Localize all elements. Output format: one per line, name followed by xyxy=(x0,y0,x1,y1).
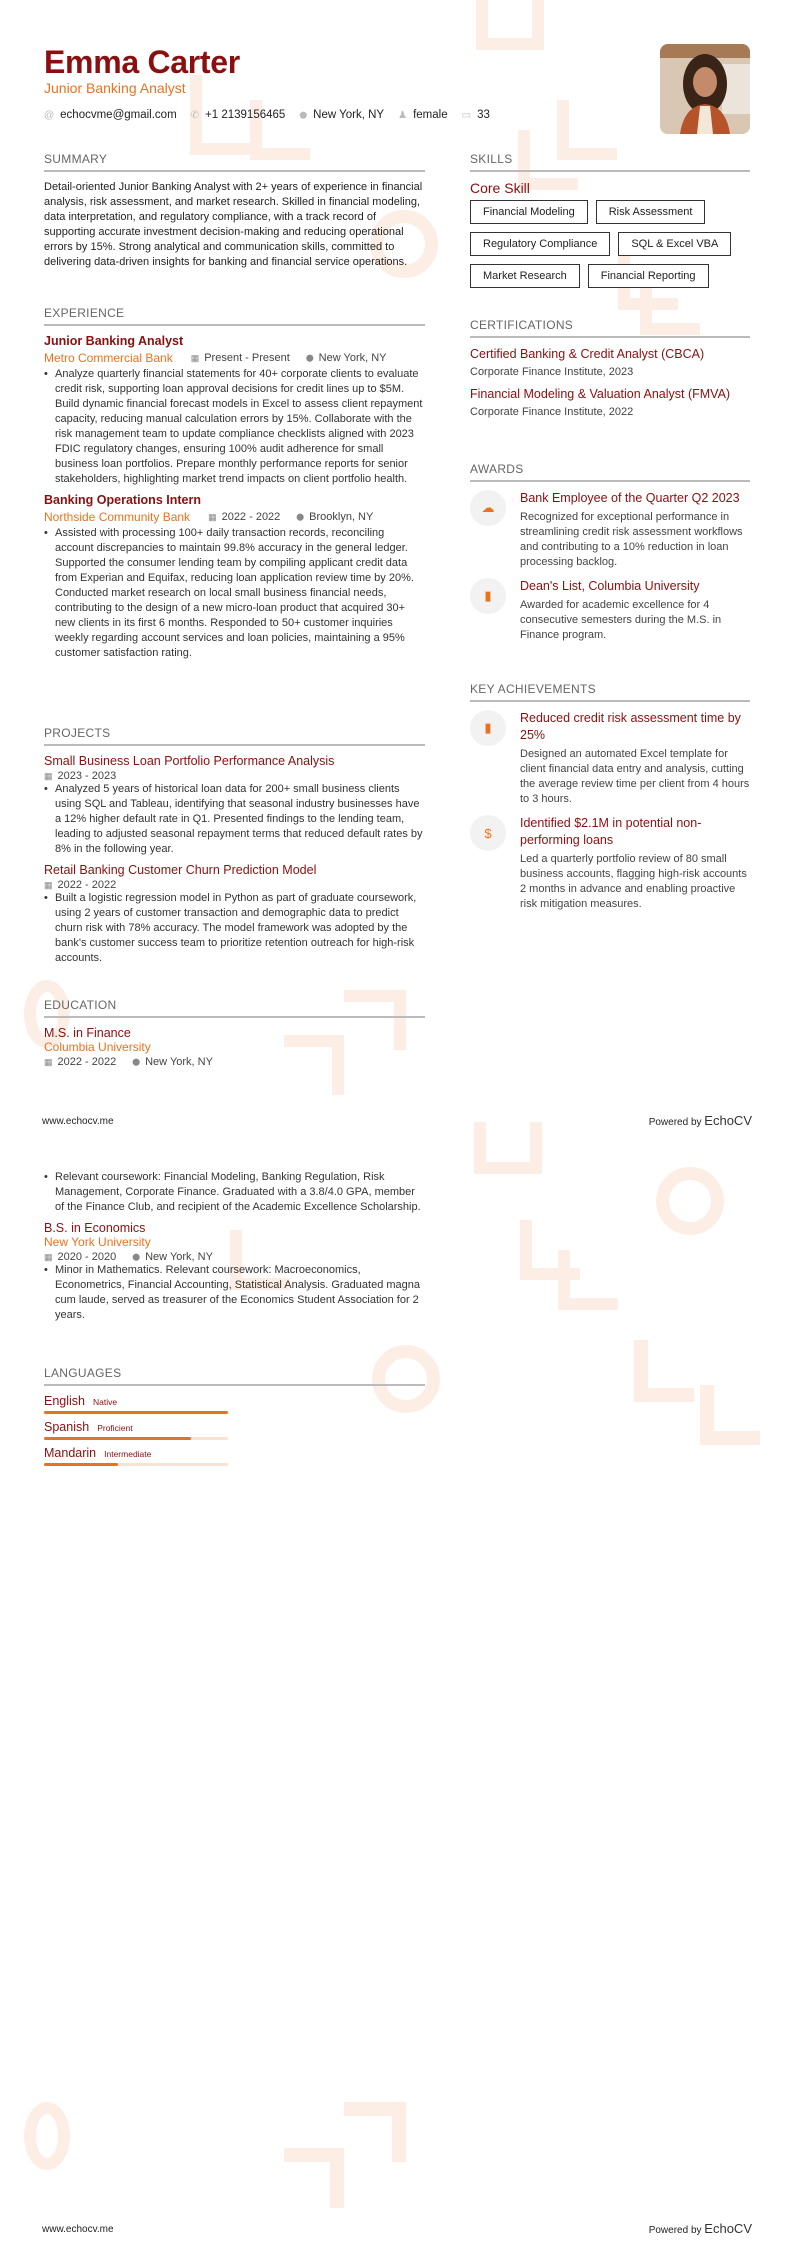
education-bullets xyxy=(44,1263,425,1323)
bullet-item: • Analyze quarterly financial statements for 40+ corporate clients to evaluate credit risk, supporting loan approval decisions for credit lines up to $5M. Build dynamic financial forecast models in Excel to assess client repayment capacity, reducing manual calculation errors by 15%. Collaborate with the risk management team to update compliance checklists aligned with 2023 FDIC regulatory changes, ensuring 100% audit adherence for small business loan portfolios. Prepare monthly performance reports for senior stakeholders, highlighting market trend impacts on client portfolio health. xyxy=(44,367,425,487)
job-meta xyxy=(191,352,403,364)
contact-email[interactable] xyxy=(44,109,177,121)
award-title: Bank Employee of the Quarter Q2 2023 xyxy=(520,491,740,505)
awards-section xyxy=(470,462,750,651)
calendar-icon: ▦ xyxy=(44,879,53,890)
location-text: Brooklyn, NY xyxy=(309,511,374,523)
certification-issuer: Corporate Finance Institute, 2022 xyxy=(470,406,634,418)
achievement-title: Identified $2.1M in potential non-performing loans xyxy=(520,816,702,847)
education-section xyxy=(44,998,425,1068)
candidate-title: Junior Banking Analyst xyxy=(44,80,186,96)
certification-issuer: Corporate Finance Institute, 2023 xyxy=(470,366,634,378)
cloud-icon: ☁ xyxy=(470,490,506,526)
education-meta xyxy=(44,1056,425,1068)
candidate-name: Emma Carter xyxy=(44,44,240,80)
job-role: Junior Banking Analyst xyxy=(44,334,184,348)
at-icon: @ xyxy=(44,109,55,121)
dates-text: 2022 - 2022 xyxy=(221,511,281,523)
calendar-icon: ▦ xyxy=(44,1056,53,1067)
achievement-item xyxy=(470,710,750,807)
project-bullets xyxy=(44,891,425,966)
location-text: New York, NY xyxy=(313,109,385,121)
age-text: 33 xyxy=(477,109,490,121)
education-meta xyxy=(44,1251,425,1263)
decor-bracket xyxy=(474,1122,542,1174)
dates-text: 2022 - 2022 xyxy=(57,879,117,891)
email-text: echocvme@gmail.com xyxy=(60,109,177,121)
bullet-item: • Analyzed 5 years of historical loan data for 200+ small business clients using SQL and Tableau, identifying that seasonal industry businesses have a 12% higher default rate in Q1. Presented findings to the lending team, leading to adjusted seasonal repayment terms that reduced default rates by 8% in the following year. xyxy=(44,782,425,857)
dollar-icon: $ xyxy=(470,815,506,851)
calendar-icon: ▭ xyxy=(461,109,472,121)
school: Columbia University xyxy=(44,1040,151,1054)
certification-name: Financial Modeling & Valuation Analyst (FMVA) xyxy=(470,387,731,401)
section-title-summary: SUMMARY xyxy=(44,152,425,172)
skill-chips xyxy=(470,200,750,296)
language-name: Spanish xyxy=(44,1420,90,1434)
dates-text: 2020 - 2020 xyxy=(57,1251,117,1263)
decor-corner xyxy=(557,100,617,160)
language-bar xyxy=(44,1463,228,1466)
degree: M.S. in Finance xyxy=(44,1026,131,1040)
language-list xyxy=(44,1394,425,1472)
job-meta-row xyxy=(44,510,425,524)
section-title-skills: SKILLS xyxy=(470,152,750,172)
project-item xyxy=(44,863,425,966)
company-name: Metro Commercial Bank xyxy=(44,351,173,365)
clipboard-icon: ▮ xyxy=(470,710,506,746)
language-name: Mandarin xyxy=(44,1446,97,1460)
location-pin-icon: ⬤ xyxy=(132,1254,141,1261)
calendar-icon: ▦ xyxy=(44,1251,53,1262)
phone-text: +1 2139156465 xyxy=(205,109,286,121)
award-desc: Recognized for exceptional performance in streamlining credit risk assessment workflows and contributing to a 10% reduction in loan processing backlog. xyxy=(520,511,743,568)
projects-section xyxy=(44,726,425,966)
calendar-icon: ▦ xyxy=(208,511,217,522)
certification-name: Certified Banking & Credit Analyst (CBCA) xyxy=(470,347,705,361)
contact-gender xyxy=(398,109,448,121)
school: New York University xyxy=(44,1235,151,1249)
skill-chip: Regulatory Compliance xyxy=(470,232,610,256)
section-title-projects: PROJECTS xyxy=(44,726,425,746)
job-meta-row xyxy=(44,351,425,365)
summary-section xyxy=(44,152,425,270)
language-bar xyxy=(44,1437,228,1440)
skill-chip: Market Research xyxy=(470,264,580,288)
profile-photo xyxy=(660,44,750,134)
dates-text: 2023 - 2023 xyxy=(57,770,117,782)
language-bar xyxy=(44,1411,228,1414)
document-icon: ▮ xyxy=(470,578,506,614)
award-desc: Awarded for academic excellence for 4 consecutive semesters during the M.S. in Finance program. xyxy=(520,599,722,641)
skills-section xyxy=(470,152,750,296)
location-pin-icon: ⬤ xyxy=(296,514,305,521)
decor-corner xyxy=(700,1385,760,1445)
calendar-icon: ▦ xyxy=(190,352,200,363)
footer-website[interactable]: www.echocv.me xyxy=(42,1116,114,1127)
skill-chip: Financial Reporting xyxy=(588,264,709,288)
dates-text: Present - Present xyxy=(204,352,290,364)
bullet-item: • Relevant coursework: Financial Modeling, Banking Regulation, Risk Management, Corporate Finance. Graduated with a 3.8/4.0 GPA, member of the Finance Club, and recipient of the Academic Excellence Scholarship. xyxy=(44,1170,425,1215)
location-text: New York, NY xyxy=(145,1251,213,1263)
language-level: Intermediate xyxy=(104,1449,152,1459)
contact-phone[interactable] xyxy=(191,109,286,121)
job-role: Banking Operations Intern xyxy=(44,493,201,507)
section-title-education: EDUCATION xyxy=(44,998,425,1018)
language-bar-fill xyxy=(44,1411,228,1414)
footer-powered xyxy=(649,1113,752,1128)
experience-item xyxy=(44,334,425,487)
location-text: New York, NY xyxy=(145,1056,213,1068)
award-item xyxy=(470,578,750,643)
company-name: Northside Community Bank xyxy=(44,510,191,524)
award-item xyxy=(470,490,750,570)
project-bullets xyxy=(44,782,425,857)
project-dates xyxy=(44,770,425,782)
certifications-section xyxy=(470,318,750,426)
skill-chip: Financial Modeling xyxy=(470,200,588,224)
decor-corner xyxy=(634,1340,694,1402)
degree: B.S. in Economics xyxy=(44,1221,146,1235)
language-bar-fill xyxy=(44,1437,191,1440)
job-location xyxy=(306,352,387,364)
language-level: Native xyxy=(93,1397,118,1407)
summary-text: Detail-oriented Junior Banking Analyst with 2+ years of experience in financial analysis, risk assessment, and market research. Skilled in financial modeling, data interpretation, and regulatory compliance, with a track record of supporting accurate investment decision-making and reducing operational errors by 15%. Strong analytical and communication skills, committed to delivering data-driven insights for banking and financial service operations. xyxy=(44,181,423,268)
job-bullets xyxy=(44,367,425,487)
award-title: Dean's List, Columbia University xyxy=(520,579,700,593)
gender-text: female xyxy=(413,109,448,121)
footer-powered-page2 xyxy=(649,2221,752,2236)
achievements-section xyxy=(470,682,750,920)
project-item xyxy=(44,754,425,857)
decor-corner xyxy=(520,1220,580,1280)
bullet-item: • Assisted with processing 100+ daily transaction records, reconciling account discrepancies to maintain 99.8% accuracy in the general ledger. Supported the consumer lending team by compiling applicant credit data from Experian and Equifax, reducing loan application review time by 20%. Conducted market research on local small business financial needs, contributing to the design of a new micro-loan product that acquired 30+ new clients in its first 6 months. Responded to 50+ customer inquiries weekly regarding account services and loan policies, maintaining a 95% customer satisfaction rating. xyxy=(44,526,425,661)
powered-by-text: Powered by xyxy=(648,1117,702,1128)
education-item xyxy=(44,1221,425,1323)
bullet-item: • Built a logistic regression model in Python as part of graduate coursework, using 2 years of customer transaction and demographic data to predict churn risk with 78% accuracy. The model framework was adopted by the bank's customer success team to prioritize retention outreach for high-risk accounts. xyxy=(44,891,425,966)
language-level: Proficient xyxy=(97,1423,133,1433)
job-meta xyxy=(208,511,389,523)
experience-section xyxy=(44,306,425,661)
phone-icon: ✆ xyxy=(190,109,200,121)
location-pin-icon: ⬤ xyxy=(132,1059,141,1066)
achievement-title: Reduced credit risk assessment time by 25% xyxy=(520,711,741,742)
section-title-experience: EXPERIENCE xyxy=(44,306,425,326)
calendar-icon: ▦ xyxy=(44,770,53,781)
job-dates xyxy=(208,511,280,523)
contact-age xyxy=(462,109,490,121)
decor-corner-flip xyxy=(284,2148,344,2208)
skill-chip: Risk Assessment xyxy=(596,200,706,224)
location-pin-icon: ⬤ xyxy=(305,355,314,362)
bullet-item: • Minor in Mathematics. Relevant coursework: Macroeconomics, Econometrics, Financial Accounting, Statistical Analysis. Graduated magna cum laude, served as treasurer of the Economics Student Association for 2 years. xyxy=(44,1263,425,1323)
contact-bar xyxy=(44,109,504,121)
brand-name[interactable]: EchoCV xyxy=(704,2221,752,2236)
job-location xyxy=(296,511,373,523)
education-bullets xyxy=(44,1170,425,1215)
job-dates xyxy=(191,352,290,364)
portrait-image xyxy=(660,44,750,134)
project-dates xyxy=(44,879,425,891)
location-text: New York, NY xyxy=(318,352,387,364)
dates-text: 2022 - 2022 xyxy=(57,1056,117,1068)
decor-bracket xyxy=(476,0,544,50)
section-title-certifications: CERTIFICATIONS xyxy=(470,318,750,338)
footer-website-page2[interactable]: www.echocv.me xyxy=(42,2224,114,2235)
language-item xyxy=(44,1420,228,1440)
decor-ring xyxy=(24,2102,70,2170)
section-title-awards: AWARDS xyxy=(470,462,750,482)
achievement-desc: Led a quarterly portfolio review of 80 small business accounts, flagging high-risk accounts 2 months in advance and enabling proactive risk mitigation measures. xyxy=(520,853,747,910)
achievement-desc: Designed an automated Excel template for client financial data entry and analysis, cutting the average review time per client from 4 hours to 3 hours. xyxy=(520,748,750,805)
language-item xyxy=(44,1446,228,1466)
person-icon: ♟ xyxy=(398,109,408,121)
section-title-languages: LANGUAGES xyxy=(44,1366,425,1386)
language-name: English xyxy=(44,1394,85,1408)
decor-ring xyxy=(656,1167,724,1235)
skill-group-title: Core Skill xyxy=(470,180,530,196)
location-pin-icon: ⬤ xyxy=(299,112,308,119)
project-title: Small Business Loan Portfolio Performance Analysis xyxy=(44,754,335,768)
powered-by-text: Powered by xyxy=(648,2225,702,2236)
education-item xyxy=(44,1026,425,1068)
achievement-item xyxy=(470,815,750,912)
language-item xyxy=(44,1394,228,1414)
decor-corner-flip xyxy=(344,2102,406,2162)
languages-section xyxy=(44,1366,425,1472)
section-title-achievements: KEY ACHIEVEMENTS xyxy=(470,682,750,702)
contact-location xyxy=(299,109,384,121)
job-bullets xyxy=(44,526,425,661)
decor-corner xyxy=(558,1250,618,1310)
language-bar-fill xyxy=(44,1463,118,1466)
education-continued xyxy=(44,1170,425,1323)
skill-chip: SQL & Excel VBA xyxy=(618,232,731,256)
brand-name[interactable]: EchoCV xyxy=(704,1113,752,1128)
experience-item xyxy=(44,493,425,661)
project-title: Retail Banking Customer Churn Prediction Model xyxy=(44,863,317,877)
